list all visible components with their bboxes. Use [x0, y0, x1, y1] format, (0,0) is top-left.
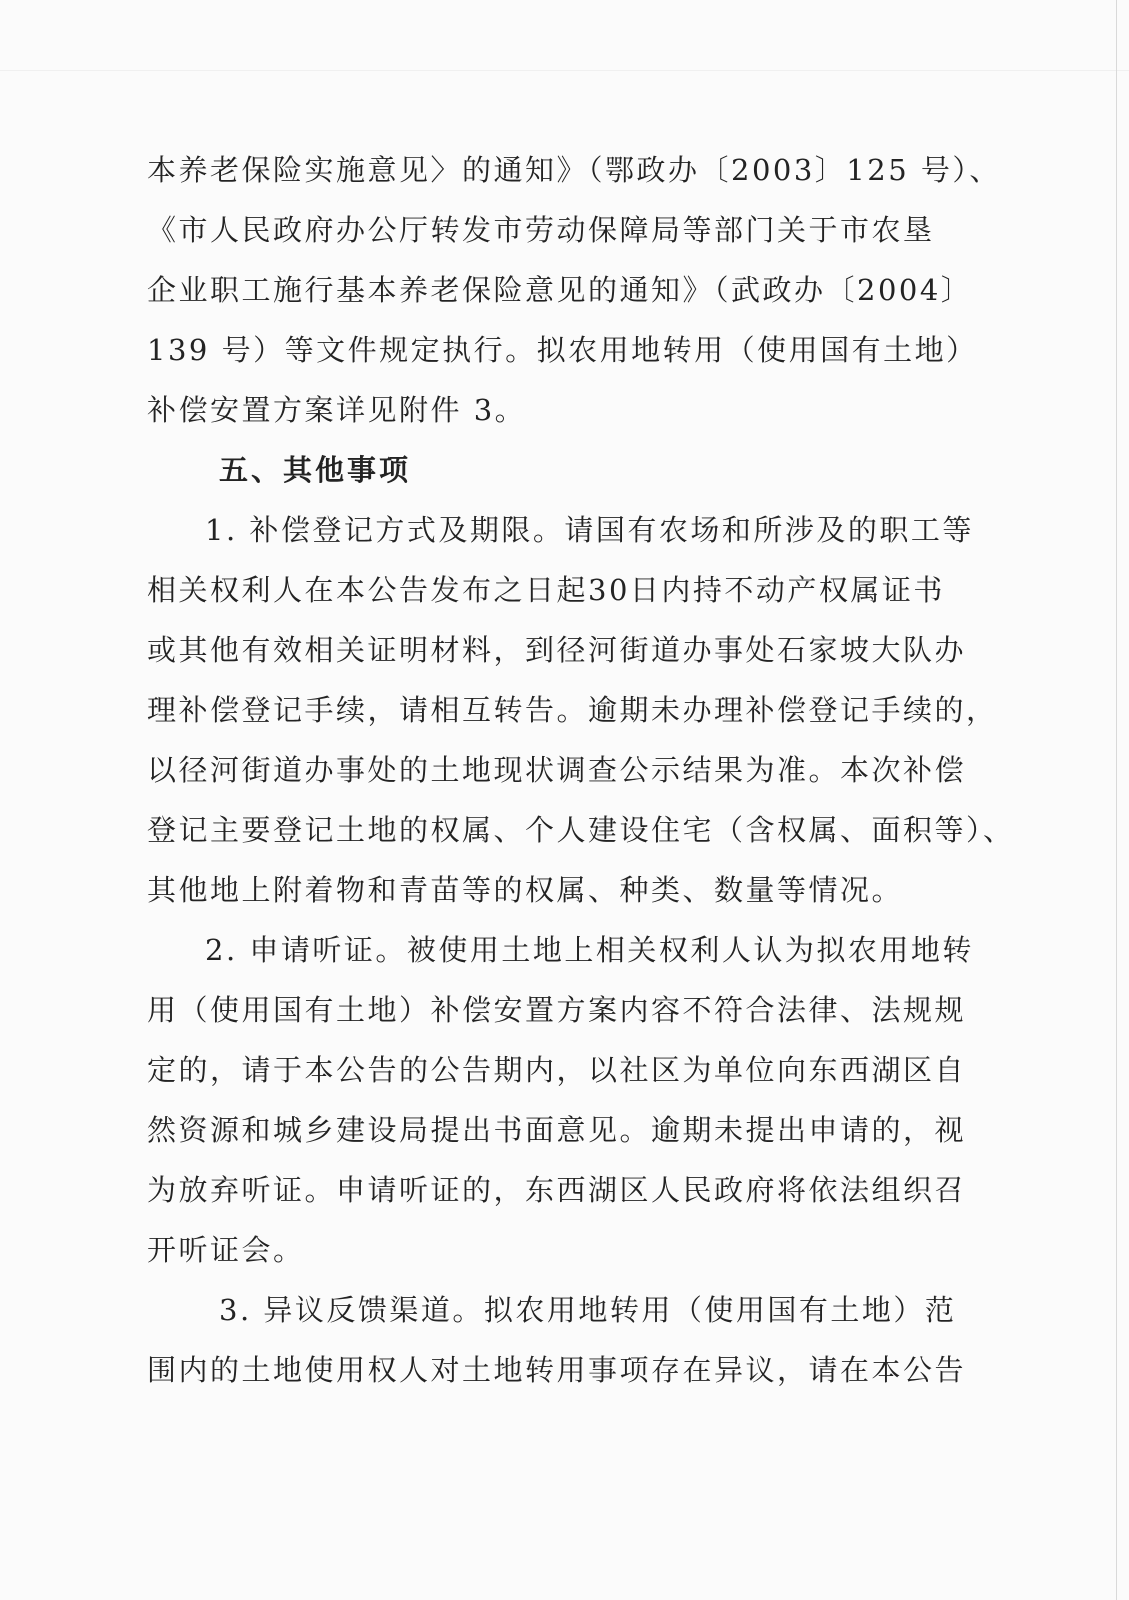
text-line: 然资源和城乡建设局提出书面意见。逾期未提出申请的，视: [147, 1113, 967, 1147]
section-heading: 五、其他事项: [219, 453, 412, 487]
paragraph-first-line: 1. 补偿登记方式及期限。请国有农场和所涉及的职工等: [205, 513, 974, 547]
paragraph-first-line: 3. 异议反馈渠道。拟农用地转用（使用国有土地）范: [219, 1293, 957, 1327]
text-line: 理补偿登记手续，请相互转告。逾期未办理补偿登记手续的，: [147, 693, 998, 727]
text-line: 为放弃听证。申请听证的，东西湖区人民政府将依法组织召: [147, 1173, 967, 1207]
text-line: 用（使用国有土地）补偿安置方案内容不符合法律、法规规: [147, 993, 967, 1027]
text-line: 开听证会。: [147, 1233, 305, 1267]
text-line: 补偿安置方案详见附件 3。: [147, 393, 527, 427]
text-line: 企业职工施行基本养老保险意见的通知》（武政办〔2004〕: [147, 273, 973, 307]
text-line: 本养老保险实施意见〉的通知》（鄂政办〔2003〕125 号）、: [147, 153, 1001, 187]
text-line: 以径河街道办事处的土地现状调查公示结果为准。本次补偿: [147, 753, 967, 787]
text-line: 围内的土地使用权人对土地转用事项存在异议，请在本公告: [147, 1353, 967, 1387]
text-line: 相关权利人在本公告发布之日起30日内持不动产权属证书: [147, 573, 945, 607]
paragraph-first-line: 2. 申请听证。被使用土地上相关权利人认为拟农用地转: [205, 933, 974, 967]
text-line: 其他地上附着物和青苗等的权属、种类、数量等情况。: [147, 873, 904, 907]
text-line: 139 号）等文件规定执行。拟农用地转用（使用国有土地）: [147, 333, 978, 367]
text-line: 《市人民政府办公厅转发市劳动保障局等部门关于市农垦: [147, 213, 935, 247]
text-line: 登记主要登记土地的权属、个人建设住宅（含权属、面积等）、: [147, 813, 1015, 847]
text-line: 定的，请于本公告的公告期内，以社区为单位向东西湖区自: [147, 1053, 967, 1087]
text-line: 或其他有效相关证明材料，到径河街道办事处石家坡大队办: [147, 633, 967, 667]
scan-edge-top: [0, 70, 1129, 71]
scan-edge-right: [1116, 0, 1117, 1600]
